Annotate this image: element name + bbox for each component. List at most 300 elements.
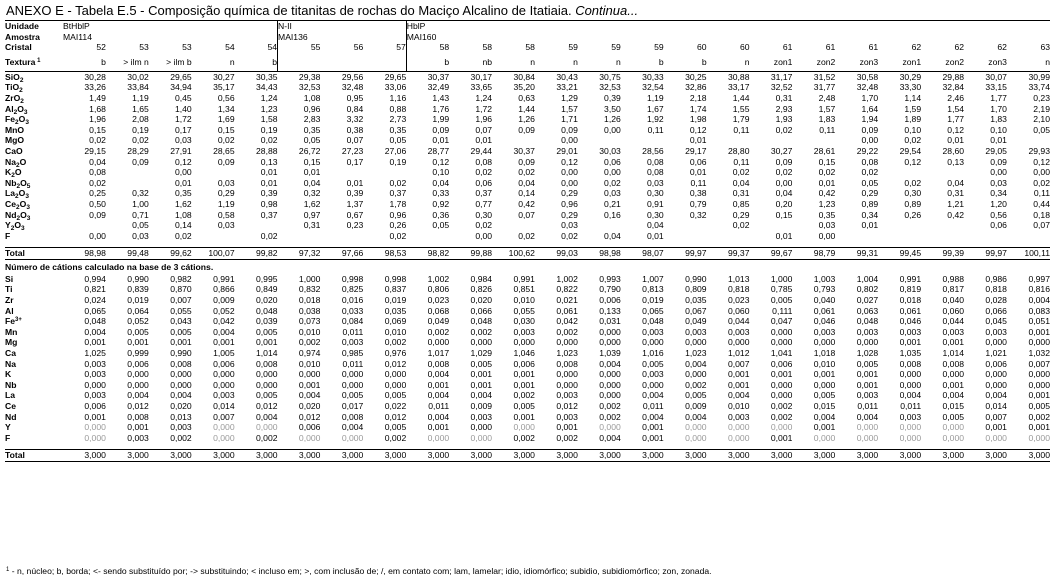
table-cell: 1,59 xyxy=(904,103,922,114)
table-cell: 0,002 xyxy=(556,326,578,337)
table-cell: 33,65 xyxy=(470,82,493,93)
table-cell: 0,006 xyxy=(599,295,621,306)
table-cell: 0,35 xyxy=(174,188,192,199)
table-cell: 1,14 xyxy=(904,92,922,103)
table-cell: 0,003 xyxy=(213,390,235,401)
table-cell: 0,821 xyxy=(84,284,106,295)
table-cell: 2,18 xyxy=(689,92,707,103)
table-cell: 0,30 xyxy=(646,188,664,199)
table-cell: 0,060 xyxy=(942,305,965,316)
table-cell: 28,88 xyxy=(256,145,278,156)
table-cell: 0,03 xyxy=(818,220,836,231)
table-cell: 0,793 xyxy=(813,284,836,295)
table-cell: 0,001 xyxy=(127,422,149,433)
table-cell: 1,89 xyxy=(904,114,922,125)
table-cell: 0,001 xyxy=(770,432,793,443)
table-cell: 98,98 xyxy=(63,248,106,260)
table-cell: 0,000 xyxy=(599,337,621,348)
cation-row xyxy=(5,274,1050,285)
table-cell: b xyxy=(235,53,278,72)
table-cell: 0,010 xyxy=(727,401,750,411)
table-cell: 0,066 xyxy=(985,305,1007,316)
table-cell: 0,009 xyxy=(685,401,707,411)
header-row-cristal xyxy=(5,42,1050,53)
table-cell: 0,000 xyxy=(213,369,235,380)
table-cell: zon3 xyxy=(964,53,1007,72)
table-cell: 1,34 xyxy=(217,103,235,114)
table-cell: 0,44 xyxy=(1033,198,1050,209)
header-cell xyxy=(664,32,707,43)
table-cell: 0,56 xyxy=(990,209,1007,220)
table-cell: 1,92 xyxy=(646,114,664,125)
header-cell xyxy=(621,21,664,32)
cation-total-row xyxy=(5,450,1050,462)
header-label: Cristal xyxy=(5,42,32,53)
table-cell: 99,97 xyxy=(964,248,1007,260)
table-cell: 0,03 xyxy=(990,177,1007,188)
table-cell xyxy=(835,231,878,242)
table-cell: 0,09 xyxy=(432,124,450,135)
table-cell xyxy=(664,220,707,231)
table-cell: 0,024 xyxy=(84,295,106,306)
table-cell: 0,020 xyxy=(256,295,278,306)
table-cell: 1,62 xyxy=(303,198,321,209)
table-cell xyxy=(578,220,621,231)
table-cell: 0,005 xyxy=(770,295,793,306)
table-cell: 0,89 xyxy=(904,198,922,209)
header-row-textura xyxy=(5,53,1050,72)
table-cell: 0,067 xyxy=(685,305,707,316)
table-cell: 0,002 xyxy=(170,432,192,443)
table-cell: 99,37 xyxy=(707,248,750,260)
table-cell: 0,09 xyxy=(518,124,535,135)
table-cell: 1,78 xyxy=(389,198,407,209)
table-cell: 99,97 xyxy=(664,248,707,260)
table-cell: 100,07 xyxy=(192,248,235,260)
table-cell: 0,50 xyxy=(89,198,106,209)
table-cell: 30,75 xyxy=(599,71,621,82)
table-cell: 98,07 xyxy=(621,248,664,260)
table-cell: 1,68 xyxy=(89,103,106,114)
table-cell: 3,000 xyxy=(964,450,1007,462)
table-cell: 57 xyxy=(396,42,406,53)
cation-row xyxy=(5,422,1050,433)
table-cell: 0,042 xyxy=(556,316,578,327)
table-cell: 0,20 xyxy=(775,198,793,209)
table-cell: 0,001 xyxy=(213,337,235,348)
table-cell: 0,019 xyxy=(384,295,407,306)
table-cell: 0,00 xyxy=(561,167,578,178)
table-cell: 0,049 xyxy=(685,316,707,327)
table-cell: 0,009 xyxy=(213,295,235,306)
header-cell xyxy=(964,32,1007,43)
table-cell: zon2 xyxy=(792,53,835,72)
table-cell: 35,17 xyxy=(213,82,235,93)
table-cell: 0,09 xyxy=(990,156,1007,167)
table-cell: 0,010 xyxy=(298,358,321,369)
table-cell: 0,001 xyxy=(942,379,965,390)
oxide-row xyxy=(5,178,1050,189)
table-cell: 30,27 xyxy=(213,71,235,82)
table-cell: 0,02 xyxy=(89,177,106,188)
header-cell xyxy=(320,32,363,43)
row-label: Nb xyxy=(5,379,17,390)
table-cell: 0,006 xyxy=(298,422,321,433)
table-cell: 0,004 xyxy=(685,358,707,369)
table-cell xyxy=(106,178,149,189)
table-cell: 0,005 xyxy=(685,390,707,401)
table-cell: 0,055 xyxy=(170,305,192,316)
table-cell: 0,08 xyxy=(861,156,879,167)
table-cell: 0,048 xyxy=(856,316,879,327)
table-cell: 0,003 xyxy=(642,326,664,337)
table-cell: 0,96 xyxy=(561,198,578,209)
table-cell: 58 xyxy=(406,42,449,53)
table-cell: 0,028 xyxy=(985,295,1007,306)
table-cell: 0,003 xyxy=(727,326,750,337)
table-cell: 55 xyxy=(278,42,321,53)
header-cell: BtHblP xyxy=(63,21,106,32)
table-cell: 0,00 xyxy=(990,167,1007,178)
table-cell: 0,01 xyxy=(689,135,707,146)
header-cell xyxy=(664,21,707,32)
table-cell: 0,14 xyxy=(518,188,535,199)
table-cell: 0,00 xyxy=(1033,167,1050,178)
table-cell: 1,44 xyxy=(518,103,535,114)
table-cell: 0,06 xyxy=(475,177,493,188)
table-cell: 1,00 xyxy=(132,198,149,209)
table-cell: 0,000 xyxy=(899,369,922,380)
header-label: Unidade xyxy=(5,21,63,32)
table-cell: 61 xyxy=(782,42,793,53)
row-label: ZrO$_2$ xyxy=(5,92,24,105)
table-cell: 0,02 xyxy=(132,135,149,146)
table-cell: 0,01 xyxy=(174,177,192,188)
table-cell: 0,000 xyxy=(599,379,621,390)
table-cell: 1,005 xyxy=(213,348,235,359)
table-cell: 2,73 xyxy=(389,114,407,125)
row-label: Al xyxy=(5,305,14,316)
table-cell: 33,21 xyxy=(556,82,578,93)
header-cell xyxy=(921,32,964,43)
table-cell: 99,88 xyxy=(449,248,492,260)
table-cell: 0,003 xyxy=(84,390,106,401)
table-cell: 0,02 xyxy=(904,177,922,188)
table-cell: 0,33 xyxy=(432,188,450,199)
table-cell: 1,016 xyxy=(642,348,664,359)
row-label: $Na_2O$ xyxy=(5,156,27,169)
table-cell: 3,000 xyxy=(320,450,363,462)
table-cell: 0,066 xyxy=(470,305,493,316)
table-cell: 0,047 xyxy=(770,316,793,327)
table-cell: 0,10 xyxy=(904,124,922,135)
table-cell: 0,000 xyxy=(213,379,235,390)
table-cell: 53 xyxy=(139,42,149,53)
oxide-row xyxy=(5,71,1050,82)
table-cell: 0,56 xyxy=(217,92,235,103)
table-cell: 0,019 xyxy=(127,295,149,306)
table-cell: 0,006 xyxy=(213,358,235,369)
table-cell: 0,12 xyxy=(947,124,965,135)
table-cell: 0,084 xyxy=(341,316,364,327)
table-cell: 0,004 xyxy=(213,326,235,337)
table-cell: 0,000 xyxy=(685,369,707,380)
table-cell: 56 xyxy=(353,42,364,53)
table-cell xyxy=(921,231,964,242)
table-cell: 0,09 xyxy=(775,156,793,167)
table-cell: 0,003 xyxy=(856,390,879,401)
table-cell: 0,02 xyxy=(475,167,493,178)
header-cell: N-II xyxy=(278,21,321,32)
oxide-row xyxy=(5,188,1050,199)
table-cell: 0,017 xyxy=(341,401,364,411)
table-cell: 0,000 xyxy=(170,379,192,390)
header-cell: MAI114 xyxy=(63,31,92,42)
header-cell xyxy=(492,21,535,32)
table-cell: 30,25 xyxy=(685,71,707,82)
header-row-unidade xyxy=(5,21,1050,32)
table-cell: 0,849 xyxy=(256,284,278,295)
row-label: MgO xyxy=(5,135,25,146)
table-cell: 0,046 xyxy=(899,316,922,327)
table-cell: 1,23 xyxy=(260,103,278,114)
table-cell: 3,000 xyxy=(449,450,492,462)
table-cell: 0,819 xyxy=(899,284,922,295)
row-label: K xyxy=(5,369,12,380)
table-cell: 0,03 xyxy=(132,230,149,241)
table-cell: 97,32 xyxy=(278,248,321,260)
table-cell: 0,09 xyxy=(861,124,879,135)
table-cell: 29,44 xyxy=(470,145,493,156)
table-cell xyxy=(492,135,535,146)
table-cell: 30,03 xyxy=(599,145,621,156)
header-cell xyxy=(750,32,793,43)
table-cell: 0,00 xyxy=(818,230,836,241)
table-cell: 0,048 xyxy=(470,316,493,327)
header-cell xyxy=(792,32,835,43)
table-cell: 0,95 xyxy=(346,92,364,103)
table-cell: 0,000 xyxy=(556,379,578,390)
table-cell: 33,74 xyxy=(1028,82,1050,93)
table-cell: 0,04 xyxy=(604,230,621,241)
header-cell xyxy=(320,21,363,32)
table-cell: 0,012 xyxy=(127,401,149,411)
table-cell: 1,20 xyxy=(990,198,1007,209)
oxide-row xyxy=(5,210,1050,221)
title-continua: Continua... xyxy=(575,3,639,18)
table-cell: 0,998 xyxy=(341,273,364,284)
table-cell: 30,84 xyxy=(513,71,535,82)
table-cell: 0,010 xyxy=(513,295,535,306)
table-cell: 0,035 xyxy=(685,295,707,306)
table-cell: 0,004 xyxy=(1028,295,1050,306)
table-cell: 0,19 xyxy=(389,156,407,167)
table-cell: 61 xyxy=(825,42,836,53)
table-cell: 0,30 xyxy=(475,209,493,220)
table-cell: 0,01 xyxy=(947,135,965,146)
table-cell: 29,65 xyxy=(384,71,407,82)
table-cell: 0,71 xyxy=(132,209,149,220)
table-cell: 0,000 xyxy=(256,369,278,380)
table-cell: 0,005 xyxy=(256,326,278,337)
table-cell: 3,000 xyxy=(707,450,750,462)
cation-row xyxy=(5,306,1050,317)
row-label: La xyxy=(5,390,16,401)
table-cell: 0,02 xyxy=(732,220,750,231)
table-cell: 1,08 xyxy=(174,209,192,220)
table-cell: 52 xyxy=(96,42,106,53)
row-label: F xyxy=(5,230,11,241)
table-cell: 1,014 xyxy=(256,348,278,359)
oxide-row xyxy=(5,231,1050,242)
table-cell: 0,990 xyxy=(170,348,192,359)
table-cell: 98,79 xyxy=(792,248,835,260)
table-cell: 30,17 xyxy=(470,71,493,82)
row-label: SiO$_2$ xyxy=(5,71,24,84)
table-cell xyxy=(1007,135,1050,146)
table-cell: 0,37 xyxy=(475,188,493,199)
table-cell: 53 xyxy=(182,42,192,53)
row-label: $La_2O_3$ xyxy=(5,188,29,201)
table-cell: 0,29 xyxy=(561,188,578,199)
table-cell: 3,000 xyxy=(878,450,921,462)
header-cell xyxy=(235,32,278,43)
table-cell: 0,000 xyxy=(341,432,364,443)
table-cell: 0,002 xyxy=(770,401,793,411)
table-cell: 0,39 xyxy=(260,188,278,199)
cation-row xyxy=(5,359,1050,370)
table-cell: 30,37 xyxy=(513,145,535,156)
table-cell: 0,038 xyxy=(298,305,321,316)
row-label: $Al_2O_3$ xyxy=(5,103,28,116)
table-cell: 0,061 xyxy=(556,305,578,316)
table-cell: 0,004 xyxy=(427,369,450,380)
table-cell: 0,016 xyxy=(341,295,364,306)
table-cell: 0,05 xyxy=(861,177,879,188)
header-cell: MAI160 xyxy=(406,32,449,43)
table-cell: 0,00 xyxy=(604,167,621,178)
table-cell: zon1 xyxy=(750,53,793,72)
table-cell: 0,01 xyxy=(775,230,793,241)
header-cell xyxy=(921,21,964,32)
table-cell: 0,839 xyxy=(127,284,149,295)
table-cell: 0,806 xyxy=(427,284,450,295)
cation-row xyxy=(5,327,1050,338)
table-cell: 99,45 xyxy=(878,248,921,260)
table-cell: n xyxy=(192,53,235,72)
table-cell: 0,001 xyxy=(427,379,450,390)
table-cell: 0,11 xyxy=(819,124,836,135)
table-cell: 0,007 xyxy=(727,358,750,369)
table-cell: 0,000 xyxy=(470,432,493,443)
table-cell: 0,04 xyxy=(432,177,450,188)
table-cell: 0,08 xyxy=(646,156,664,167)
table-cell xyxy=(878,231,921,242)
table-cell: 0,000 xyxy=(599,390,621,401)
row-label: Y xyxy=(5,422,11,433)
table-cell: 1,72 xyxy=(475,103,493,114)
table-cell: 0,02 xyxy=(174,230,192,241)
table-cell: 0,17 xyxy=(346,156,364,167)
table-cell: 0,003 xyxy=(813,326,836,337)
table-cell: 0,035 xyxy=(384,305,407,316)
table-cell: 0,13 xyxy=(260,156,278,167)
table-cell: 1,37 xyxy=(346,198,364,209)
table-cell: 0,000 xyxy=(298,432,321,443)
table-cell: 0,001 xyxy=(127,337,149,348)
table-cell: 30,28 xyxy=(84,71,106,82)
table-cell: 0,033 xyxy=(341,305,364,316)
table-cell: b xyxy=(63,53,106,72)
table-cell: 0,32 xyxy=(303,188,321,199)
table-cell: 0,02 xyxy=(818,167,836,178)
table-cell: 30,27 xyxy=(770,145,793,156)
header-cell xyxy=(707,21,750,32)
table-cell: 0,25 xyxy=(89,188,106,199)
table-cell: 0,01 xyxy=(475,135,493,146)
table-cell: 63 xyxy=(1040,42,1050,53)
table-cell: 0,982 xyxy=(170,273,192,284)
table-cell: 0,002 xyxy=(470,326,493,337)
table-cell xyxy=(492,220,535,231)
header-cell xyxy=(106,21,149,32)
table-cell: 0,004 xyxy=(599,358,621,369)
table-cell: 0,002 xyxy=(685,379,707,390)
table-cell: 0,02 xyxy=(604,177,621,188)
table-cell: 0,040 xyxy=(813,295,836,306)
table-cell: 0,012 xyxy=(256,401,278,411)
table-cell: 3,000 xyxy=(792,450,835,462)
table-cell: 0,02 xyxy=(260,135,278,146)
table-cell: 98,98 xyxy=(578,248,621,260)
table-cell: 0,02 xyxy=(518,167,535,178)
table-cell: 0,000 xyxy=(170,369,192,380)
table-cell: 0,67 xyxy=(346,209,364,220)
row-label: Ca xyxy=(5,348,16,359)
table-cell: 0,000 xyxy=(470,422,493,433)
table-cell: 1,71 xyxy=(561,114,578,125)
table-cell: 0,790 xyxy=(599,284,621,295)
table-cell: 0,85 xyxy=(732,198,750,209)
table-cell xyxy=(406,231,449,242)
table-cell: 0,11 xyxy=(690,177,707,188)
header-cell xyxy=(149,32,192,43)
header-cell xyxy=(192,32,235,43)
table-cell xyxy=(363,167,406,178)
oxide-row xyxy=(5,104,1050,115)
table-cell: 32,52 xyxy=(770,82,793,93)
table-cell: 3,000 xyxy=(835,450,878,462)
table-cell: 0,77 xyxy=(475,198,493,209)
table-cell: 0,000 xyxy=(685,337,707,348)
table-cell: 0,000 xyxy=(256,379,278,390)
table-cell: 1,23 xyxy=(818,198,836,209)
table-cell: 0,26 xyxy=(904,209,922,220)
table-cell: 0,007 xyxy=(985,411,1007,422)
row-label: $Fe^{3+}$ xyxy=(5,316,22,327)
table-cell: 28,77 xyxy=(427,145,450,156)
table-cell: 0,001 xyxy=(256,337,278,348)
table-cell: 0,991 xyxy=(513,273,535,284)
table-cell: 0,12 xyxy=(1033,156,1050,167)
table-cell: 0,006 xyxy=(985,358,1007,369)
table-cell xyxy=(621,135,664,146)
table-cell xyxy=(235,220,278,231)
header-cell xyxy=(964,21,1007,32)
table-cell: 0,000 xyxy=(256,422,278,433)
table-cell: 0,06 xyxy=(990,220,1007,231)
table-cell: 0,18 xyxy=(1033,209,1050,220)
